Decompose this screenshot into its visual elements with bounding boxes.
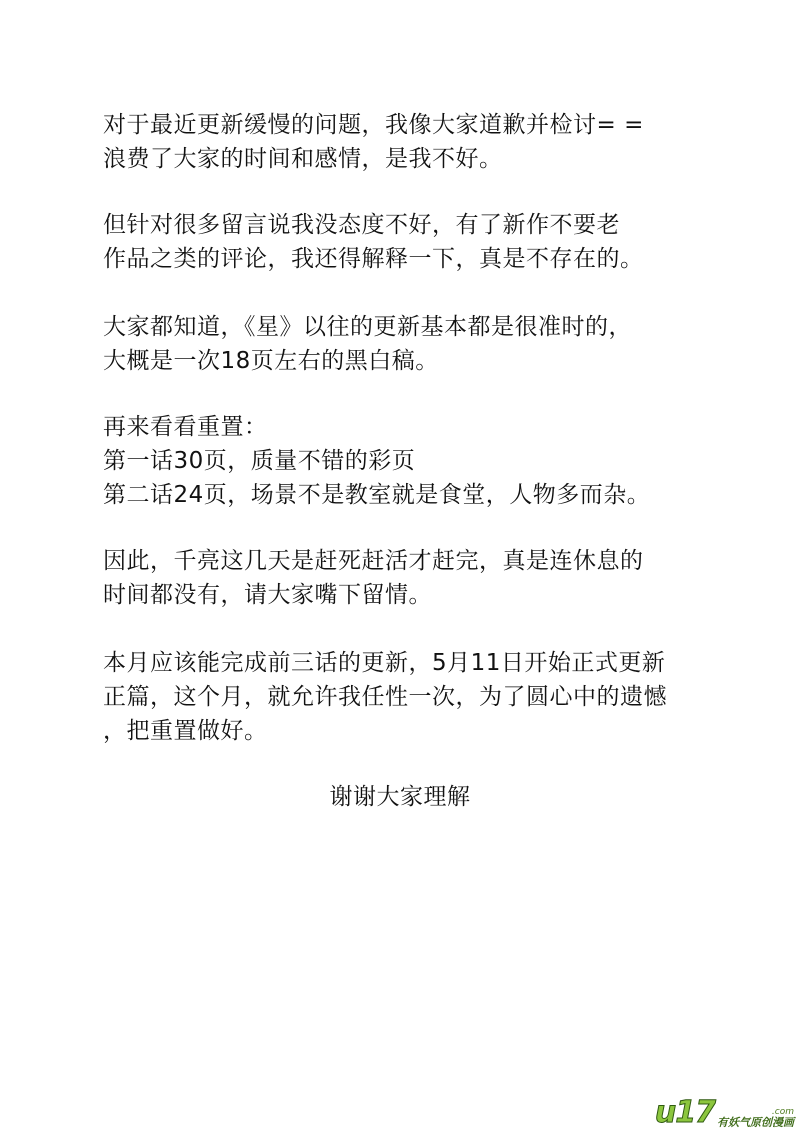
text-line: 本月应该能完成前三话的更新，5月11日开始正式更新 [103, 650, 666, 676]
paragraph-plan [103, 646, 667, 748]
text-line: 再来看看重置： [103, 414, 268, 440]
paragraph-clarification [103, 208, 644, 276]
text-line: 第一话30页，质量不错的彩页 [103, 448, 416, 474]
text-line: 浪费了大家的时间和感情，是我不好。 [103, 146, 503, 172]
text-line: 大概是一次18页左右的黑白稿。 [103, 348, 439, 374]
text-line: 对于最近更新缓慢的问题，我像大家道歉并检讨= = [103, 112, 644, 138]
paragraph-reboot-details [103, 410, 650, 512]
text-line: 第二话24页，场景不是教室就是食堂，人物多而杂。 [103, 482, 651, 508]
watermark-domain: .com [771, 1107, 794, 1117]
paragraph-schedule [103, 310, 632, 378]
watermark-slogan: 有妖气原创漫画 [717, 1116, 794, 1129]
text-line: 作品之类的评论，我还得解释一下，真是不存在的。 [103, 246, 644, 272]
text-line: 但针对很多留言说我没态度不好，有了新作不要老 [103, 212, 620, 238]
text-line: 时间都没有，请大家嘴下留情。 [103, 582, 432, 608]
u17-watermark-logo [654, 1095, 794, 1130]
text-line: 因此，千亮这几天是赶死赶活才赶完，真是连休息的 [103, 548, 644, 574]
text-line: 正篇，这个月，就允许我任性一次，为了圆心中的遗憾 [103, 684, 667, 710]
signoff-text: 谢谢大家理解 [329, 784, 471, 810]
text-line: ，把重置做好。 [103, 718, 268, 744]
watermark-logo-text: u17 [654, 1095, 715, 1130]
paragraph-workload [103, 544, 644, 612]
text-line: 大家都知道，《星》以往的更新基本都是很准时的， [103, 314, 632, 340]
paragraph-apology [103, 108, 644, 176]
